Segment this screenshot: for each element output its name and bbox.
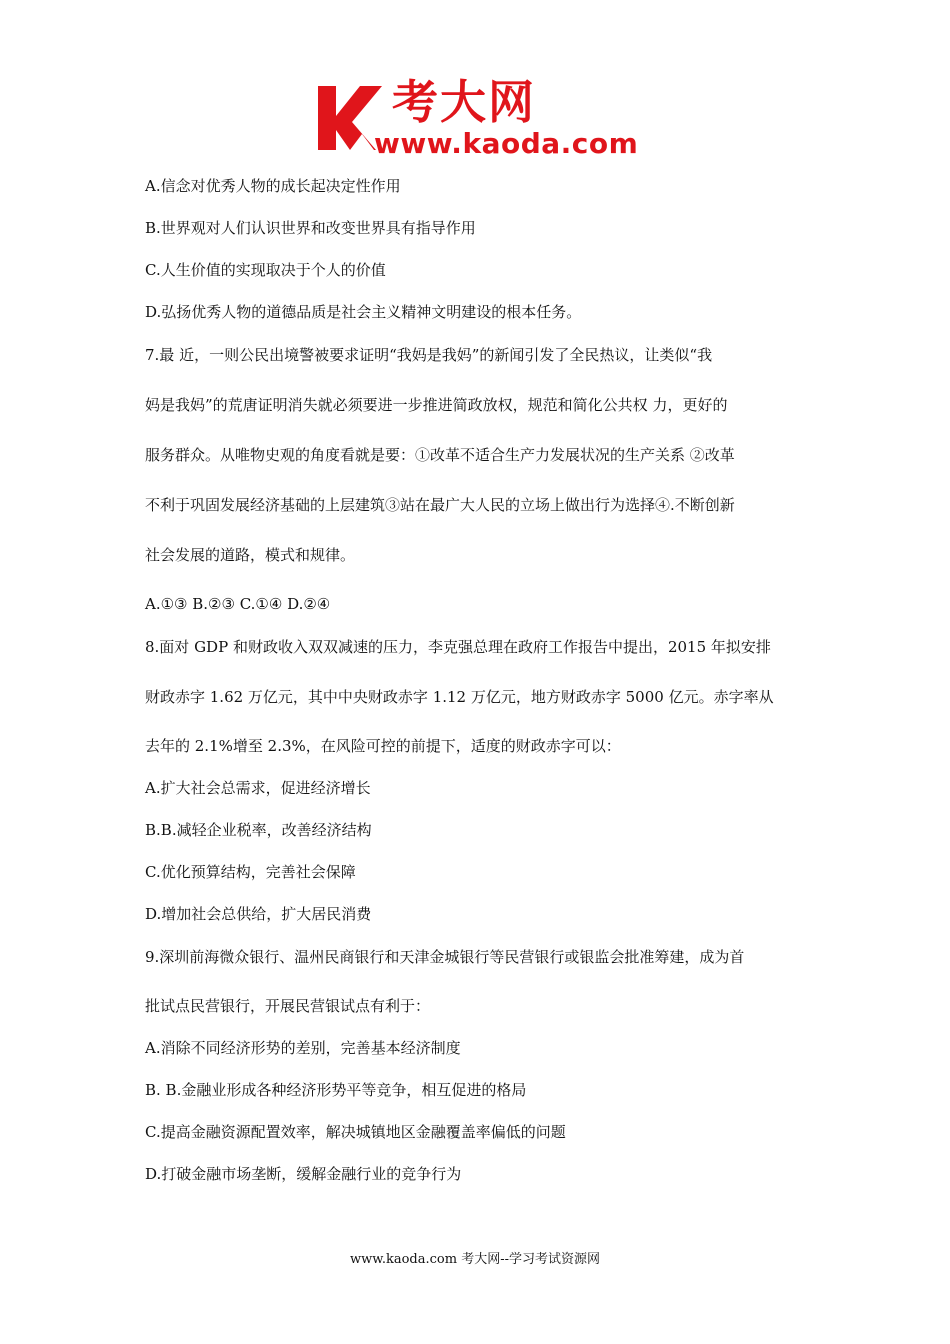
q6-option-d: D.弘扬优秀人物的道德品质是社会主义精神文明建设的根本任务。 (145, 303, 582, 321)
page-footer: www.kaoda.com 考大网--学习考试资源网 (350, 1252, 600, 1267)
q6-option-b: B.世界观对人们认识世界和改变世界具有指导作用 (145, 219, 476, 237)
q9-line-1: 9.深圳前海微众银行、温州民商银行和天津金城银行等民营银行或银监会批准筹建，成为首 (145, 948, 745, 966)
q8-line-3: 去年的 2.1%增至 2.3%，在风险可控的前提下，适度的财政赤字可以： (145, 737, 621, 755)
q9-option-d: D.打破金融市场垄断，缓解金融行业的竞争行为 (145, 1165, 462, 1183)
kaoda-logo (316, 75, 646, 160)
q6-option-a: A.信念对优秀人物的成长起决定性作用 (145, 177, 401, 195)
q9-option-b: B. B.金融业形成各种经济形势平等竞争，相互促进的格局 (145, 1081, 527, 1099)
q9-line-2: 批试点民营银行，开展民营银试点有利于： (145, 997, 431, 1015)
logo-chinese-text: 考大网 (392, 75, 536, 129)
q7-line-3: 服务群众。从唯物史观的角度看就是要：①改革不适合生产力发展状况的生产关系 ②改革 (145, 446, 735, 464)
q9-option-a: A.消除不同经济形势的差别，完善基本经济制度 (145, 1039, 461, 1057)
document-body (145, 170, 810, 1200)
q8-option-c: C.优化预算结构，完善社会保障 (145, 863, 356, 881)
q7-line-2: 妈是我妈”的荒唐证明消失就必须要进一步推进简政放权，规范和简化公共权 力，更好的 (145, 396, 728, 414)
q7-line-5: 社会发展的道路，模式和规律。 (145, 546, 356, 564)
q8-option-a: A.扩大社会总需求，促进经济增长 (145, 779, 371, 797)
logo-url-text: www.kaoda.com (374, 127, 639, 160)
q8-line-2: 财政赤字 1.62 万亿元，其中中央财政赤字 1.12 万亿元，地方财政赤字 5000 亿元。赤字率从 (145, 688, 774, 706)
q6-option-c: C.人生价值的实现取决于个人的价值 (145, 261, 386, 279)
q9-option-c: C.提高金融资源配置效率，解决城镇地区金融覆盖率偏低的问题 (145, 1123, 566, 1141)
q7-line-4: 不利于巩固发展经济基础的上层建筑③站在最广大人民的立场上做出行为选择④.不断创新 (145, 496, 735, 514)
q7-line-1: 7.最 近，一则公民出境警被要求证明“我妈是我妈”的新闻引发了全民热议，让类似“我 (145, 346, 713, 364)
q7-options: A.①③ B.②③ C.①④ D.②④ (145, 595, 331, 613)
q8-option-d: D.增加社会总供给，扩大居民消费 (145, 905, 372, 923)
q8-line-1: 8.面对 GDP 和财政收入双双减速的压力，李克强总理在政府工作报告中提出，2015 年拟安排 (145, 638, 771, 656)
q8-option-b: B.B.减轻企业税率，改善经济结构 (145, 821, 372, 839)
